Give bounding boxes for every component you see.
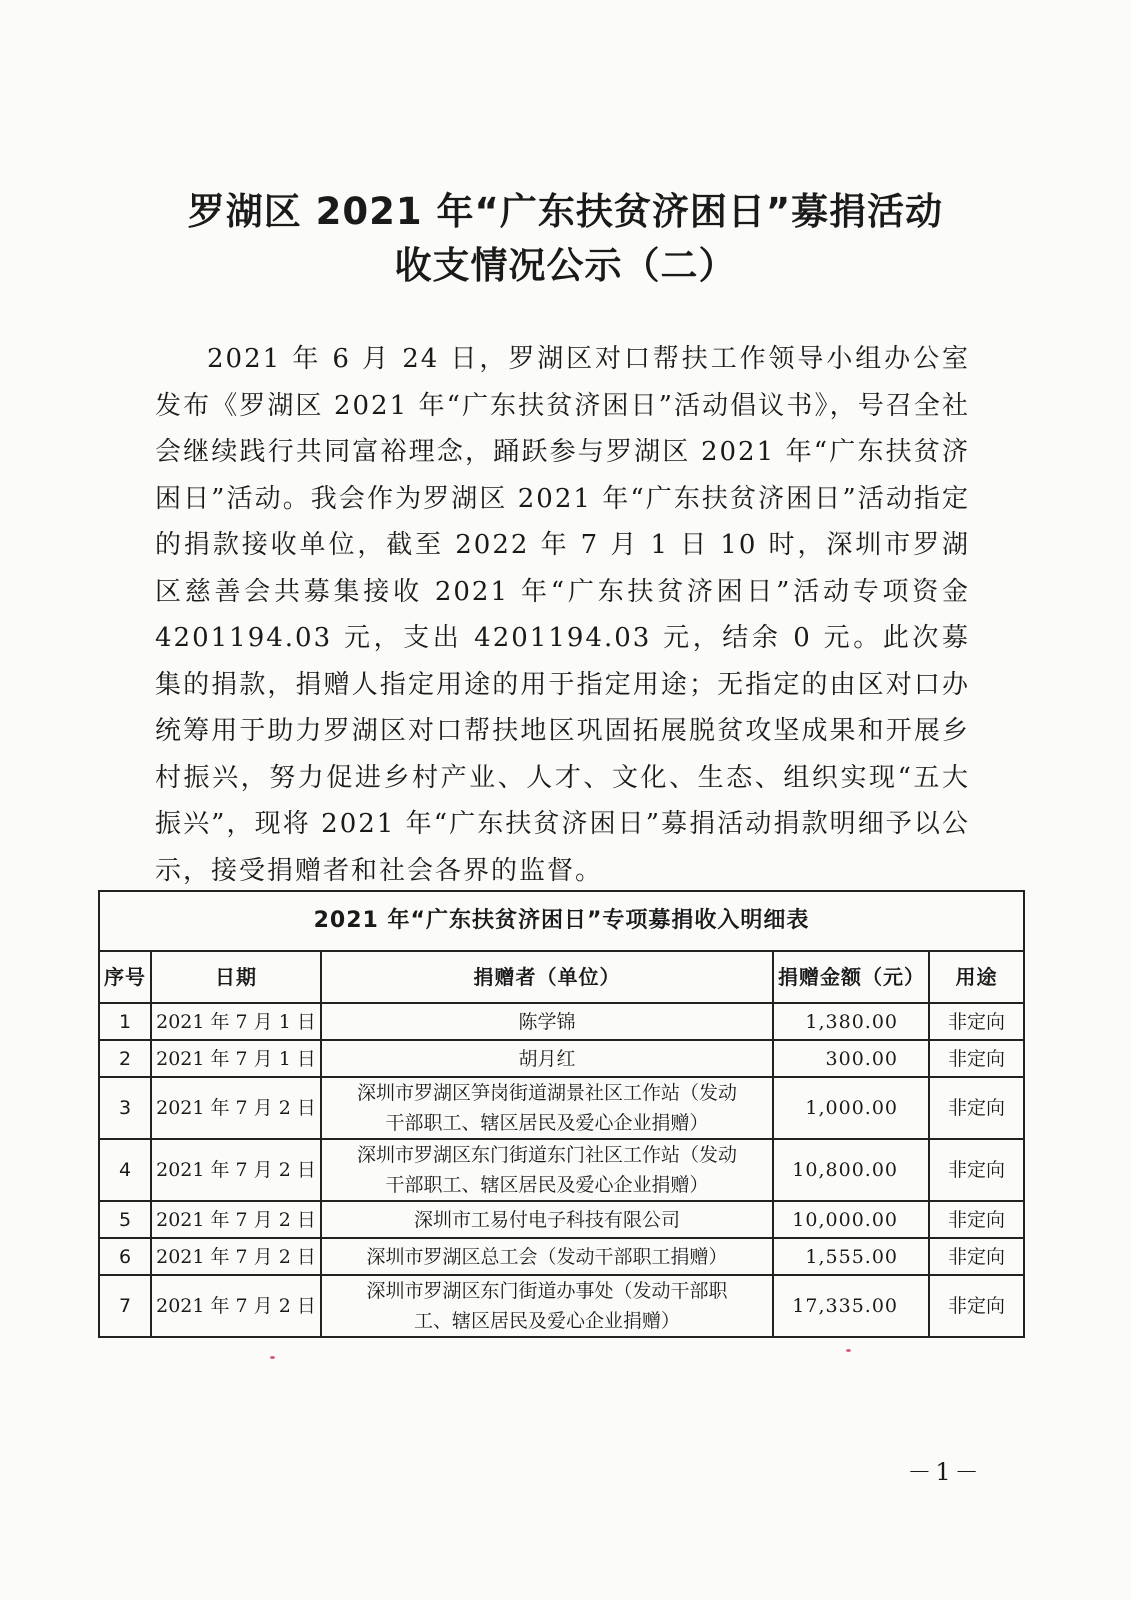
row-amount: 17,335.00 [773, 1275, 929, 1337]
table-caption-row [99, 891, 1024, 951]
row-no: 2 [99, 1040, 151, 1077]
ink-speck [270, 1356, 275, 1359]
title-line-1: 罗湖区 2021 年“广东扶贫济困日”募捐活动 [187, 190, 944, 233]
row-amount: 1,555.00 [773, 1238, 929, 1275]
row-date: 2021 年 7 月 2 日 [151, 1238, 321, 1275]
header-date: 日期 [151, 951, 321, 1003]
row-donor [321, 1040, 773, 1077]
donor-line-1: 深圳市工易付电子科技有限公司 [413, 1208, 680, 1231]
row-amount: 1,000.00 [773, 1077, 929, 1139]
row-donor [321, 1077, 773, 1139]
row-no: 3 [99, 1077, 151, 1139]
donor-line-1: 陈学锦 [518, 1010, 576, 1033]
row-donor [321, 1201, 773, 1238]
ink-speck [846, 1349, 851, 1352]
row-date: 2021 年 7 月 1 日 [151, 1040, 321, 1077]
donation-table-container [98, 890, 1023, 1338]
row-donor [321, 1139, 773, 1201]
document-title [0, 185, 1131, 293]
row-amount: 10,800.00 [773, 1139, 929, 1201]
donor-line-2: 干部职工、辖区居民及爱心企业捐赠） [385, 1174, 709, 1196]
table-row [99, 1077, 1024, 1139]
body-paragraph: 2021 年 6 月 24 日，罗湖区对口帮扶工作领导小组办公室发布《罗湖区 2021 年“广东扶贫济困日”活动倡议书》，号召全社会继续践行共同富裕理念，踊跃参与罗湖区 2021 年“广东扶贫济困日”活动。我会作为罗湖区 2021 年“广东扶贫济困日”活动指定的捐款接收单位，截至 2022 年 7 月 1 日 10 时，深圳市罗湖区慈善会共募集接收 2021 年“广东扶贫济困日”活动专项资金 4201194.03 元，支出 4201194.03 元，结余 0 元。此次募集的捐款，捐赠人指定用途的用于指定用途；无指定的由区对口办统筹用于助力罗湖区对口帮扶地区巩固拓展脱贫攻坚成果和开展乡村振兴，努力促进乡村产业、人才、文化、生态、组织实现“五大振兴”，现将 2021 年“广东扶贫济困日”募捐活动捐款明细予以公示，接受捐赠者和社会各界的监督。 [155, 344, 970, 886]
donation-income-table [98, 890, 1025, 1338]
row-date: 2021 年 7 月 2 日 [151, 1275, 321, 1337]
row-date: 2021 年 7 月 2 日 [151, 1077, 321, 1139]
row-usage: 非定向 [929, 1275, 1024, 1337]
row-usage: 非定向 [929, 1238, 1024, 1275]
header-donor: 捐赠者（单位） [321, 951, 773, 1003]
header-amount: 捐赠金额（元） [773, 951, 929, 1003]
row-usage: 非定向 [929, 1003, 1024, 1040]
row-usage: 非定向 [929, 1077, 1024, 1139]
donor-line-2: 工、辖区居民及爱心企业捐赠） [413, 1310, 680, 1332]
table-row [99, 1201, 1024, 1238]
table-row [99, 1040, 1024, 1077]
row-date: 2021 年 7 月 2 日 [151, 1139, 321, 1201]
row-date: 2021 年 7 月 1 日 [151, 1003, 321, 1040]
donor-line-1: 深圳市罗湖区笋岗街道湖景社区工作站（发动 [356, 1082, 737, 1104]
header-usage: 用途 [929, 951, 1024, 1003]
row-donor [321, 1238, 773, 1275]
row-usage: 非定向 [929, 1040, 1024, 1077]
row-amount: 10,000.00 [773, 1201, 929, 1238]
row-no: 1 [99, 1003, 151, 1040]
table-row [99, 1139, 1024, 1201]
donor-line-1: 深圳市罗湖区总工会（发动干部职工捐赠） [366, 1245, 728, 1268]
row-donor [321, 1003, 773, 1040]
row-amount: 300.00 [773, 1040, 929, 1077]
page-number: －1－ [907, 1458, 983, 1486]
row-no: 6 [99, 1238, 151, 1275]
table-row [99, 1275, 1024, 1337]
row-usage: 非定向 [929, 1139, 1024, 1201]
donor-line-2: 干部职工、辖区居民及爱心企业捐赠） [385, 1112, 709, 1134]
table-caption: 2021 年“广东扶贫济困日”专项募捐收入明细表 [99, 891, 1024, 951]
table-header-row [99, 951, 1024, 1003]
table-row [99, 1238, 1024, 1275]
donor-line-1: 胡月红 [518, 1047, 576, 1070]
row-usage: 非定向 [929, 1201, 1024, 1238]
donor-line-1: 深圳市罗湖区东门街道东门社区工作站（发动 [356, 1144, 737, 1166]
row-donor [321, 1275, 773, 1337]
row-date: 2021 年 7 月 2 日 [151, 1201, 321, 1238]
row-no: 5 [99, 1201, 151, 1238]
row-no: 7 [99, 1275, 151, 1337]
row-no: 4 [99, 1139, 151, 1201]
donor-line-1: 深圳市罗湖区东门街道办事处（发动干部职 [366, 1280, 728, 1302]
row-amount: 1,380.00 [773, 1003, 929, 1040]
title-line-2: 收支情况公示（二） [394, 244, 737, 287]
table-row [99, 1003, 1024, 1040]
header-no: 序号 [99, 951, 151, 1003]
